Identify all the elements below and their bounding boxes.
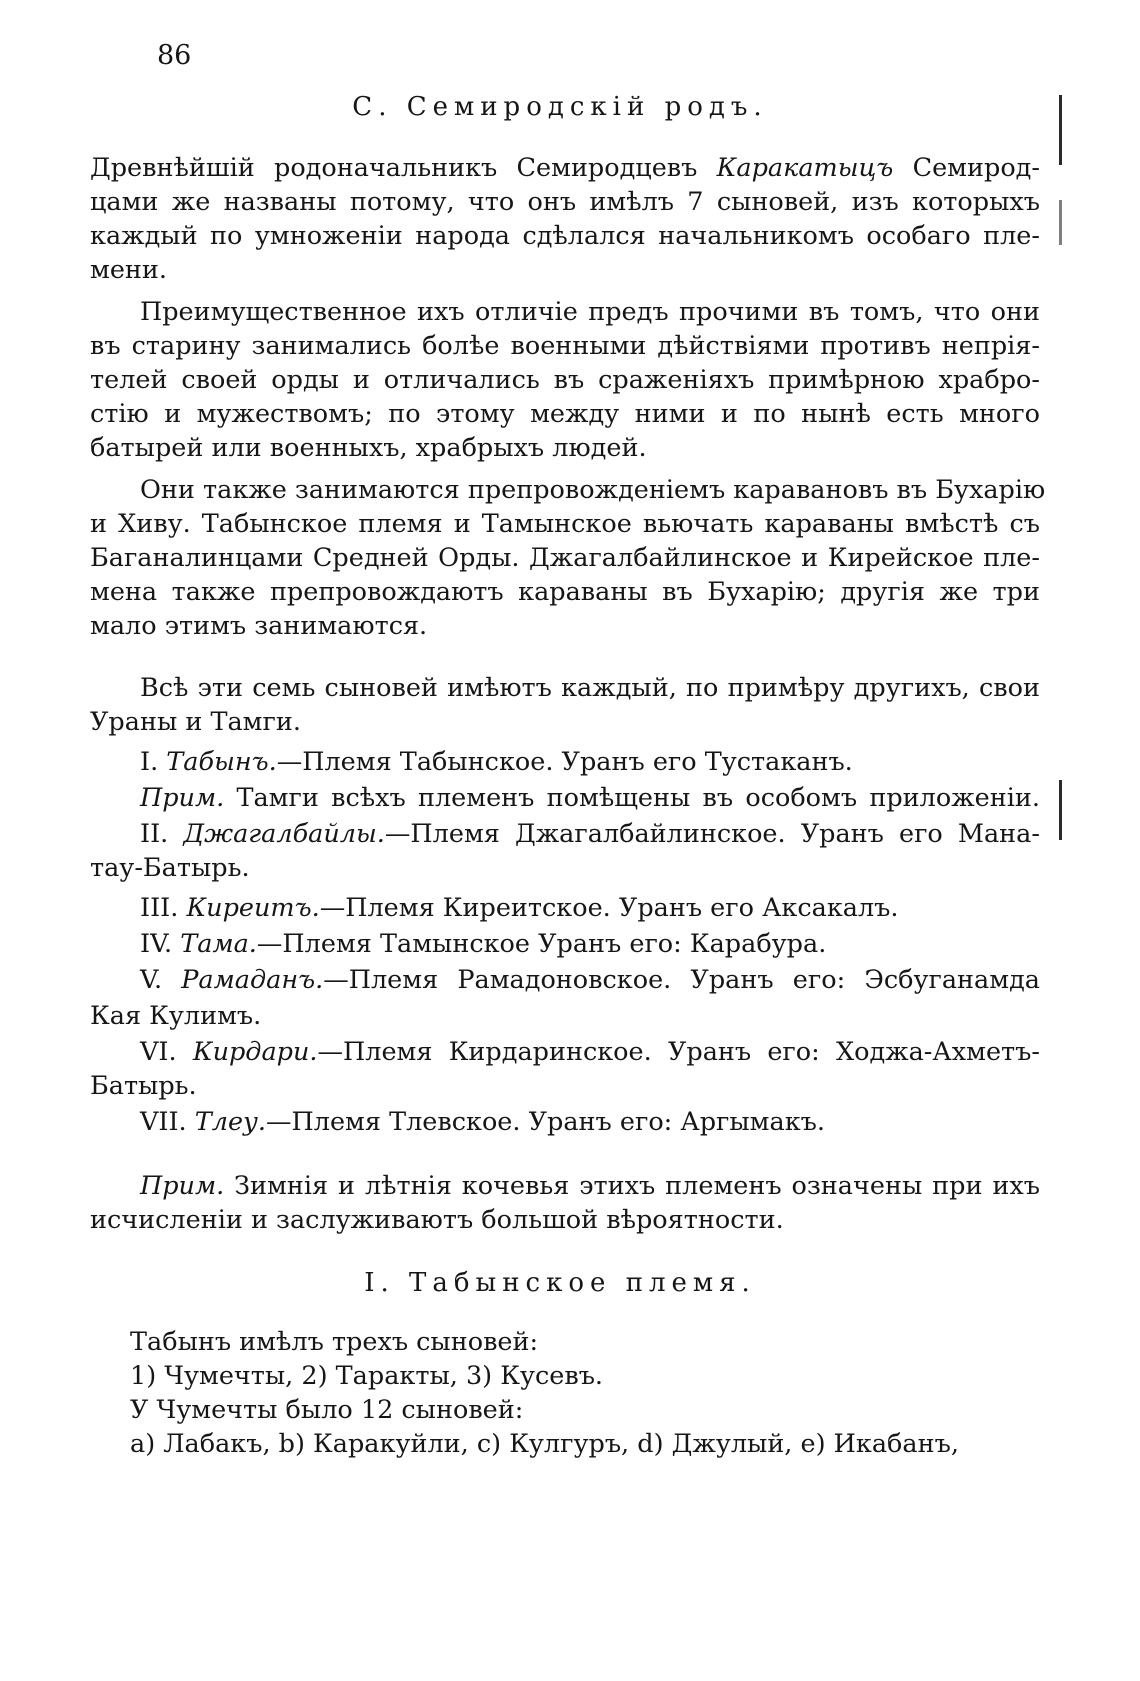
subsection-title: I. Табынское племя.	[364, 1268, 756, 1298]
tribe-1: I. Табынъ.—Племя Табынское. Уранъ его Тустаканъ.	[140, 747, 853, 777]
paragraph-3-line-3: Баганалинцами Средней Орды. Джагалбайлинское и Кирейское пле-	[90, 543, 1040, 573]
sub-line-3: У Чумечты было 12 сыновей:	[130, 1395, 524, 1425]
paragraph-2-line-2: въ старину занимались болѣе военными дѣйствіями противъ непрія-	[90, 331, 1040, 361]
paragraph-1-line-2: цами же названы потому, что онъ имѣлъ 7 сыновей, изъ которыхъ	[90, 187, 1040, 217]
scan-edge-mark	[1059, 780, 1062, 840]
sub-line-1: Табынъ имѣлъ трехъ сыновей:	[130, 1327, 539, 1357]
paragraph-3-line-5: мало этимъ занимаются.	[90, 611, 428, 641]
tribe-5: V. Рамаданъ.—Племя Рамадоновское. Уранъ его: Эсбуганамда	[140, 965, 1040, 995]
sub-line-2: 1) Чумечты, 2) Таракты, 3) Кусевъ.	[130, 1361, 604, 1391]
tribe-3: III. Киреитъ.—Племя Киреитское. Уранъ его Аксакалъ.	[140, 893, 899, 923]
tribe-6-continuation: Батырь.	[90, 1071, 197, 1101]
page-number: 86	[157, 40, 192, 71]
paragraph-3-line-2: и Хиву. Табынское племя и Тамынское вьючать караваны вмѣстѣ съ	[90, 509, 1040, 539]
tribe-5-continuation: Кая Кулимъ.	[90, 1001, 262, 1031]
paragraph-2-line-5: батырей или военныхъ, храбрыхъ людей.	[90, 433, 647, 463]
paragraph-4-line-2: Ураны и Тамги.	[90, 707, 301, 737]
scan-edge-mark	[1059, 200, 1062, 245]
paragraph-3-line-1: Они также занимаются препровожденіемъ каравановъ въ Бухарію	[140, 475, 1046, 505]
sub-line-4: a) Лабакъ, b) Каракуйли, c) Кулгуръ, d) Джулый, e) Икабанъ,	[130, 1429, 959, 1459]
note-2-line-1: Прим. Зимнія и лѣтнія кочевья этихъ племенъ означены при ихъ	[140, 1171, 1040, 1201]
paragraph-4-line-1: Всѣ эти семь сыновей имѣютъ каждый, по примѣру другихъ, свои	[140, 673, 1040, 703]
note-2-line-2: исчисленіи и заслуживаютъ большой вѣроятности.	[90, 1205, 784, 1235]
paragraph-1-line-1: Древнѣйшій родоначальникъ Семиродцевъ Каракатыцъ Семирод-	[90, 153, 1040, 183]
scan-edge-mark	[1059, 95, 1062, 165]
tribe-7: VII. Тлеу.—Племя Тлевское. Уранъ его: Аргымакъ.	[140, 1107, 825, 1137]
section-title: С. Семиродскій родъ.	[352, 92, 768, 122]
tribe-2: II. Джагалбайлы.—Племя Джагалбайлинское. Уранъ его Мана-	[140, 819, 1040, 849]
paragraph-1-line-4: мени.	[90, 255, 168, 285]
paragraph-2-line-3: телей своей орды и отличались въ сраженіяхъ примѣрною храбро-	[90, 365, 1040, 395]
paragraph-3-line-4: мена также препровождаютъ караваны въ Бухарію; другія же три	[90, 577, 1040, 607]
paragraph-2-line-4: стію и мужествомъ; по этому между ними и по нынѣ есть много	[90, 399, 1040, 429]
tribe-6: VI. Кирдари.—Племя Кирдаринское. Уранъ его: Ходжа-Ахметъ-	[140, 1037, 1040, 1067]
tribe-4: IV. Тама.—Племя Тамынское Уранъ его: Карабура.	[140, 929, 827, 959]
paragraph-1-line-3: каждый по умноженіи народа сдѣлался начальникомъ особаго пле-	[90, 221, 1040, 251]
tribe-2-continuation: тау-Батырь.	[90, 853, 250, 883]
note-1: Прим. Тамги всѣхъ племенъ помѣщены въ особомъ приложеніи.	[140, 783, 1040, 813]
paragraph-2-line-1: Преимущественное ихъ отличіе предъ прочими въ томъ, что они	[140, 297, 1040, 327]
